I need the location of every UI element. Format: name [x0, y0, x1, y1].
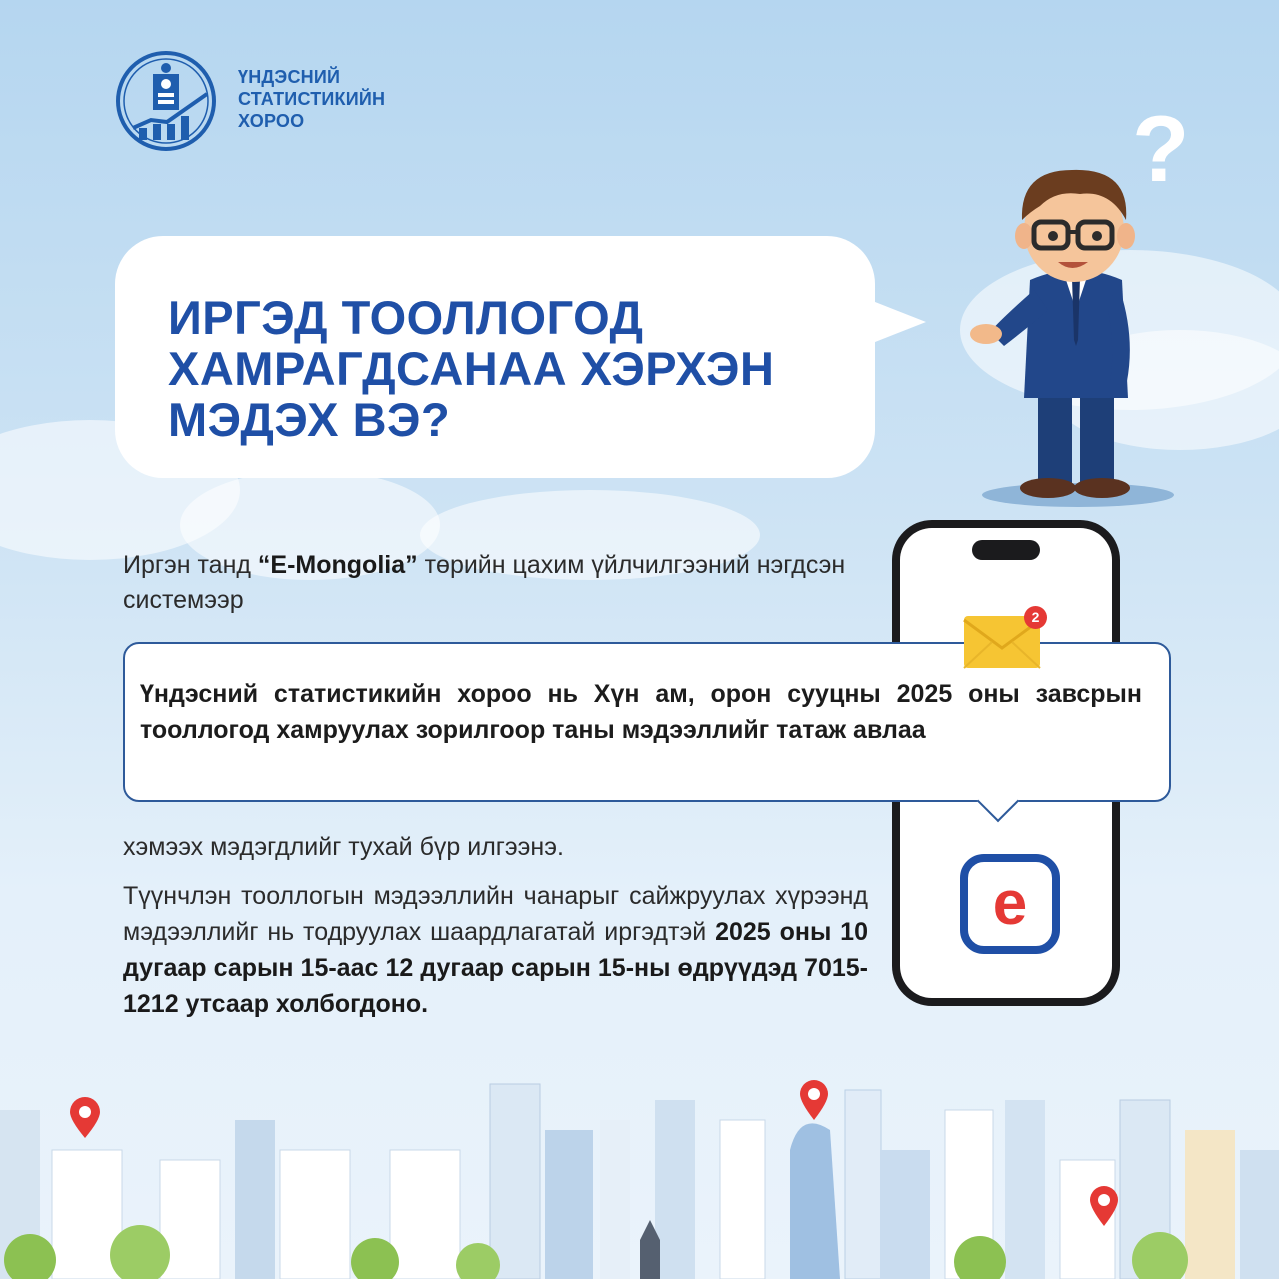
- org-name-line: СТАТИСТИКИЙН: [238, 89, 386, 109]
- e-mongolia-name: “E-Mongolia”: [257, 551, 418, 579]
- speech-bubble-tail: [870, 300, 926, 344]
- e-mongolia-app-icon: [960, 854, 1060, 954]
- intro-paragraph: [123, 548, 873, 618]
- city-skyline-illustration: [0, 1050, 1279, 1279]
- notification-badge: 2: [1024, 606, 1047, 629]
- page-title: [168, 292, 858, 445]
- question-mark-icon: ?: [1132, 96, 1190, 201]
- org-name-line: ХОРОО: [238, 111, 305, 131]
- intro-text: Иргэн танд: [123, 551, 258, 579]
- title-line: ИРГЭД ТООЛЛОГОД: [168, 291, 644, 344]
- org-name-line: ҮНДЭСНИЙ: [238, 67, 341, 87]
- notification-follow-text: хэмээх мэдэгдлийг тухай бүр илгээнэ.: [123, 833, 564, 861]
- organization-name: [238, 66, 385, 132]
- contact-paragraph: [123, 878, 868, 1022]
- contact-dates-phone: 2025 оны 10 дугаар сарын 15-аас 12 дугаар сарын 15-ны өдрүүдэд 7015-1212 утсаар холбогдоно.: [123, 918, 868, 1018]
- title-line: МЭДЭХ ВЭ?: [168, 393, 451, 446]
- map-pin-icon: [800, 1080, 828, 1120]
- app-icon-letter: e: [992, 869, 1028, 938]
- map-pin-icon: [70, 1097, 100, 1138]
- title-line: ХАМРАГДСАНАА ХЭРХЭН: [168, 342, 775, 395]
- notification-message: Үндэсний статистикийн хороо нь Хүн ам, орон сууцны 2025 оны завсрын тооллогод хамруулах зорилгоор таны мэдээллийг татаж авлаа: [140, 680, 1142, 744]
- intro-text: төрийн цахим үйлчилгээний нэгдсэн системээр: [123, 551, 846, 614]
- contact-text: Түүнчлэн тооллогын мэдээллийн чанарыг сайжруулах хүрээнд мэдээллийг нь тодруулах шаардлагатай иргэдтэй: [123, 882, 868, 946]
- phone-notch: [972, 540, 1040, 560]
- man-character-illustration: [960, 150, 1180, 510]
- nso-logo-icon: [115, 50, 217, 152]
